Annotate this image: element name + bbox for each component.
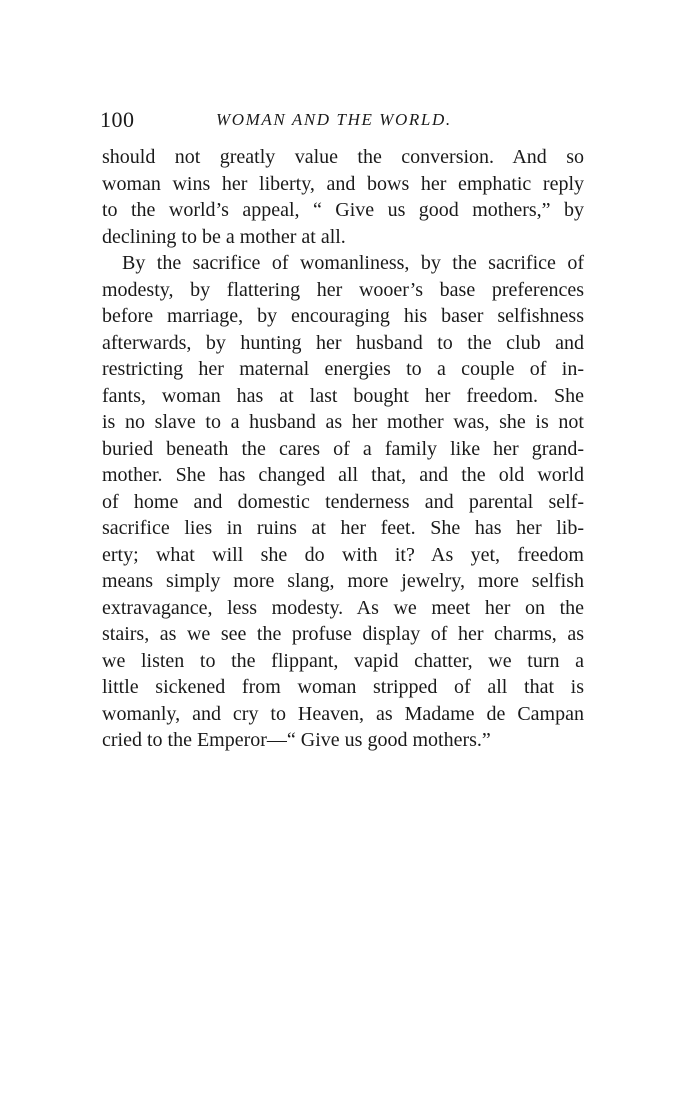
text-line: afterwards, by hunting her husband to the club and — [102, 331, 584, 354]
text-line: to the world’s appeal, “ Give us good mothers,” by — [102, 199, 584, 221]
text-line: of home and domestic tenderness and parental self- — [102, 490, 584, 513]
text-line: buried beneath the cares of a family like her grand- — [102, 437, 584, 460]
text-line: mother. She has changed all that, and the old world — [102, 464, 584, 486]
text-line: restricting her maternal energies to a couple of in- — [102, 358, 584, 380]
text-line: is no slave to a husband as her mother was, she is not — [102, 411, 584, 433]
text-line: before marriage, by encouraging his baser selfishness — [102, 305, 584, 327]
text-line: little sickened from woman stripped of all that is — [102, 676, 584, 698]
text-line: erty; what will she do with it? As yet, freedom — [102, 543, 584, 566]
text-line: womanly, and cry to Heaven, as Madame de Campan — [102, 702, 584, 725]
text-line: means simply more slang, more jewelry, more selfish — [102, 570, 584, 592]
text-line: fants, woman has at last bought her freedom. She — [102, 384, 584, 407]
text-line: stairs, as we see the profuse display of her charms, as — [102, 623, 584, 645]
text-line: modesty, by flattering her wooer’s base preferences — [102, 278, 584, 301]
text-line: should not greatly value the conversion. And so — [102, 146, 584, 168]
text-line: declining to be a mother at all. — [102, 225, 346, 248]
body-text — [102, 144, 584, 754]
text-line: extravagance, less modesty. As we meet her on the — [102, 596, 584, 619]
running-title: WOMAN AND THE WORLD. — [216, 110, 452, 129]
text-line: By the sacrifice of womanliness, by the sacrifice of — [122, 252, 584, 274]
text-line: cried to the Emperor—“ Give us good mothers.” — [102, 729, 491, 751]
text-line: woman wins her liberty, and bows her emphatic reply — [102, 172, 584, 195]
text-line: we listen to the flippant, vapid chatter, we turn a — [102, 649, 584, 672]
page-number: 100 — [100, 107, 135, 132]
running-head — [100, 106, 580, 134]
text-line: sacrifice lies in ruins at her feet. She has her lib- — [102, 517, 584, 539]
